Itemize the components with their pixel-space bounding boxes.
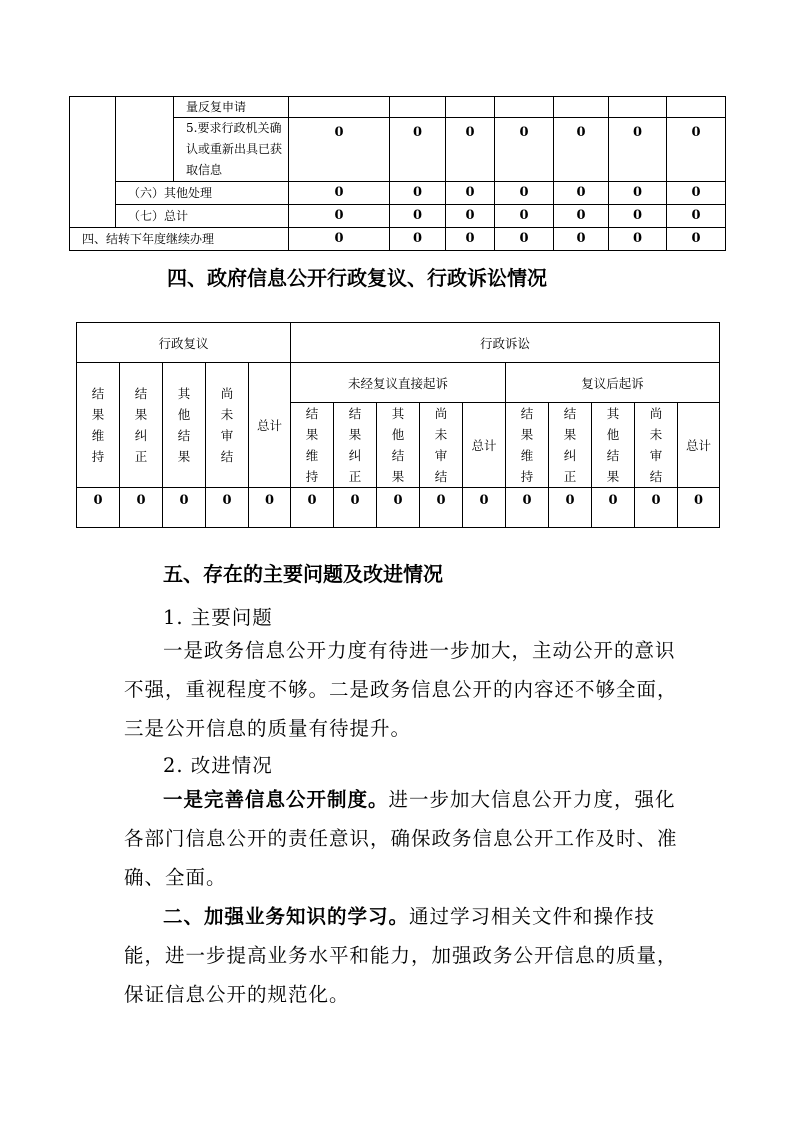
review-litigation-table — [76, 322, 720, 528]
table-cell: 0 — [289, 205, 390, 228]
table-row — [77, 488, 720, 528]
table-cell: 0 — [334, 488, 377, 528]
col-header — [77, 363, 120, 488]
col-header-total: 总计 — [249, 363, 291, 488]
row-label: （七）总计 — [116, 205, 289, 228]
paragraph-body: 进一步加大信息公开力度，强化各部门信息公开的责任意识，确保政务信息公开工作及时、准确、全面。 — [124, 788, 678, 889]
table-cell: 0 — [249, 488, 291, 528]
table-row — [70, 205, 726, 228]
table-cell: 0 — [163, 488, 206, 528]
table-cell: 0 — [554, 118, 609, 182]
table1-group-cell — [116, 97, 174, 182]
table-cell: 0 — [635, 488, 678, 528]
table-cell: 0 — [678, 488, 720, 528]
col-header-text: 结果纠正 — [134, 386, 148, 464]
paragraph-body: 通过学习相关文件和操作技能，进一步提高业务水平和能力，加强政务公开信息的质量，保证信息公开的规范化。 — [124, 905, 678, 1006]
table-cell: 0 — [377, 488, 420, 528]
table-cell: 0 — [420, 488, 463, 528]
table-cell — [609, 97, 667, 118]
table1-fragment-label: 量反复申请 — [174, 97, 289, 118]
table-cell: 0 — [446, 205, 495, 228]
table-cell: 0 — [554, 205, 609, 228]
table-cell: 0 — [592, 488, 635, 528]
col-header — [206, 363, 249, 488]
table-cell — [289, 97, 390, 118]
subheading-improvements: 2. 改进情况 — [163, 754, 273, 777]
table-cell — [667, 97, 726, 118]
col-header-text: 结果纠正 — [563, 406, 577, 484]
disposal-table — [69, 96, 726, 251]
col-header-total: 总计 — [463, 403, 506, 488]
header-direct: 未经复议直接起诉 — [291, 363, 506, 403]
table-cell: 0 — [206, 488, 249, 528]
table-cell: 0 — [390, 182, 446, 205]
table-cell: 0 — [554, 182, 609, 205]
subheading-main-problems: 1. 主要问题 — [163, 606, 273, 629]
table-cell: 0 — [667, 228, 726, 251]
table-cell: 0 — [667, 182, 726, 205]
table-cell: 0 — [446, 118, 495, 182]
col-header — [291, 403, 334, 488]
section4-title: 四、政府信息公开行政复议、行政诉讼情况 — [167, 266, 547, 290]
table-row — [70, 182, 726, 205]
col-header — [334, 403, 377, 488]
section5-title: 五、存在的主要问题及改进情况 — [163, 562, 443, 586]
table-cell: 0 — [495, 118, 554, 182]
row-label: 5.要求行政机关确认或重新出具已获取信息 — [174, 118, 289, 182]
table-cell: 0 — [463, 488, 506, 528]
row-label: 四、结转下年度继续办理 — [70, 228, 289, 251]
paragraph-lead: 一是完善信息公开制度。 — [163, 788, 389, 811]
table-cell — [495, 97, 554, 118]
table-cell — [554, 97, 609, 118]
header-litigation: 行政诉讼 — [291, 323, 720, 363]
table-cell: 0 — [390, 118, 446, 182]
table-cell: 0 — [549, 488, 592, 528]
table-cell: 0 — [609, 228, 667, 251]
table-cell: 0 — [446, 228, 495, 251]
col-header-text: 结果维持 — [520, 406, 534, 484]
col-header-total: 总计 — [678, 403, 720, 488]
table-cell: 0 — [667, 118, 726, 182]
table-row — [70, 228, 726, 251]
table-cell: 0 — [390, 228, 446, 251]
table-cell: 0 — [495, 228, 554, 251]
table-cell — [390, 97, 446, 118]
table-cell: 0 — [77, 488, 120, 528]
col-header — [377, 403, 420, 488]
col-header-text: 其他结果 — [391, 406, 405, 484]
col-header-text: 结果维持 — [91, 386, 105, 464]
col-header-text: 尚未审结 — [220, 386, 234, 464]
table-cell: 0 — [609, 118, 667, 182]
table-cell: 0 — [667, 205, 726, 228]
table-cell: 0 — [495, 205, 554, 228]
col-header — [592, 403, 635, 488]
table-cell: 0 — [506, 488, 549, 528]
table-cell: 0 — [289, 228, 390, 251]
col-header-text: 其他结果 — [606, 406, 620, 484]
header-review: 行政复议 — [77, 323, 291, 363]
table-cell: 0 — [289, 118, 390, 182]
col-header — [506, 403, 549, 488]
col-header — [420, 403, 463, 488]
col-header — [163, 363, 206, 488]
col-header-text: 其他结果 — [177, 386, 191, 464]
paragraph-improvement-1 — [124, 780, 684, 897]
table-cell — [446, 97, 495, 118]
paragraph-improvement-2 — [124, 897, 684, 1014]
table-cell: 0 — [609, 182, 667, 205]
table-cell: 0 — [390, 205, 446, 228]
col-header — [549, 403, 592, 488]
paragraph-problems: 一是政务信息公开力度有待进一步加大，主动公开的意识不强，重视程度不够。二是政务信息公开的内容还不够全面，三是公开信息的质量有待提升。 — [124, 639, 678, 740]
col-header-text: 尚未审结 — [649, 406, 663, 484]
header-after: 复议后起诉 — [506, 363, 720, 403]
row-label: （六）其他处理 — [116, 182, 289, 205]
table-cell: 0 — [120, 488, 163, 528]
col-header — [635, 403, 678, 488]
col-header-text: 尚未审结 — [434, 406, 448, 484]
table-cell: 0 — [554, 228, 609, 251]
table-cell: 0 — [609, 205, 667, 228]
col-header-text: 结果维持 — [305, 406, 319, 484]
col-header-text: 结果纠正 — [348, 406, 362, 484]
table-cell: 0 — [291, 488, 334, 528]
table-cell: 0 — [289, 182, 390, 205]
paragraph-lead: 二、加强业务知识的学习。 — [163, 905, 410, 928]
table1-left-cell — [70, 97, 116, 228]
table-cell: 0 — [495, 182, 554, 205]
col-header — [120, 363, 163, 488]
table-cell: 0 — [446, 182, 495, 205]
